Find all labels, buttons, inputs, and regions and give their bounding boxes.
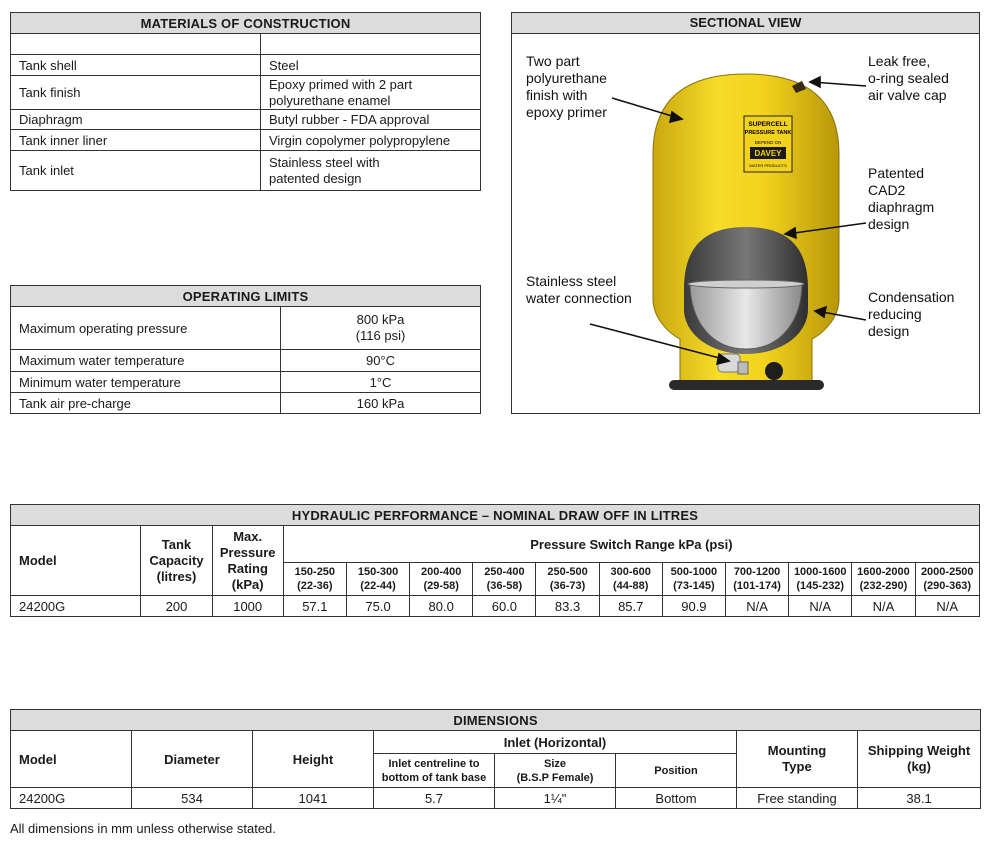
cell-draw-off: N/A xyxy=(852,596,915,617)
cell-inlet-centre: 5.7 xyxy=(374,788,495,809)
row-label: Tank shell xyxy=(11,55,261,76)
table-row xyxy=(11,350,481,372)
cell-draw-off: 83.3 xyxy=(536,596,599,617)
table-row xyxy=(11,307,481,350)
col-range: 700-1200 (101-174) xyxy=(725,563,788,596)
callout-finish: Two part polyurethane finish with epoxy primer xyxy=(526,53,607,120)
cell-weight: 38.1 xyxy=(858,788,981,809)
table-row xyxy=(11,151,481,191)
row-label: Tank inner liner xyxy=(11,130,261,151)
row-value: 90°C xyxy=(281,350,481,372)
row-value: Epoxy primed with 2 part polyurethane enamel xyxy=(261,76,481,110)
col-capacity: Tank Capacity (litres) xyxy=(141,526,212,596)
cell-capacity: 200 xyxy=(141,596,212,617)
col-size: Size (B.S.P Female) xyxy=(495,754,616,788)
cell-draw-off: 90.9 xyxy=(662,596,725,617)
sectional-view-panel xyxy=(511,12,980,414)
row-value: Butyl rubber - FDA approval xyxy=(261,110,481,130)
row-label: Minimum water temperature xyxy=(11,372,281,393)
cell-draw-off: 57.1 xyxy=(283,596,346,617)
row-value: Steel xyxy=(261,55,481,76)
cell-draw-off: N/A xyxy=(725,596,788,617)
brand-name: DAVEY xyxy=(754,149,782,158)
label-line2: PRESSURE TANK xyxy=(744,130,792,136)
arrowhead-valve xyxy=(810,77,820,87)
row-value: 1°C xyxy=(281,372,481,393)
cell-height: 1041 xyxy=(253,788,374,809)
cell-rating: 1000 xyxy=(212,596,283,617)
table-row xyxy=(11,130,481,151)
row-value: Virgin copolymer polypropylene xyxy=(261,130,481,151)
table-row xyxy=(11,788,981,809)
col-range: 500-1000 (73-145) xyxy=(662,563,725,596)
cell-position: Bottom xyxy=(616,788,737,809)
row-label: Maximum water temperature xyxy=(11,350,281,372)
col-range: 250-500 (36-73) xyxy=(536,563,599,596)
col-range: 1000-1600 (145-232) xyxy=(789,563,852,596)
table-row xyxy=(11,393,481,414)
dimensions-table xyxy=(10,709,981,809)
dimensions-title: DIMENSIONS xyxy=(11,710,981,731)
col-range: 250-400 (36-58) xyxy=(473,563,536,596)
cell-draw-off: 80.0 xyxy=(410,596,473,617)
hydraulic-title: HYDRAULIC PERFORMANCE – NOMINAL DRAW OFF IN LITRES xyxy=(11,505,980,526)
cell-diameter: 534 xyxy=(132,788,253,809)
table-row xyxy=(11,76,481,110)
col-range: 300-600 (44-88) xyxy=(599,563,662,596)
row-label: Diaphragm xyxy=(11,110,261,130)
callout-valve: Leak free, o-ring sealed air valve cap xyxy=(868,53,949,103)
cell-draw-off: N/A xyxy=(789,596,852,617)
col-range: 200-400 (29-58) xyxy=(410,563,473,596)
materials-table xyxy=(10,12,481,191)
col-range: 2000-2500 (290-363) xyxy=(915,563,980,596)
cell-model: 24200G xyxy=(11,788,132,809)
col-range: 1600-2000 (232-290) xyxy=(852,563,915,596)
row-label: Tank inlet xyxy=(11,151,261,191)
col-weight: Shipping Weight (kg) xyxy=(858,731,981,788)
materials-header-row xyxy=(11,34,481,55)
row-label: Tank air pre-charge xyxy=(11,393,281,414)
col-range: 150-300 (22-44) xyxy=(346,563,409,596)
col-model: Model xyxy=(11,526,141,596)
col-position: Position xyxy=(616,754,737,788)
col-range: 150-250 (22-36) xyxy=(283,563,346,596)
water-connection-elbow xyxy=(738,362,748,374)
side-port xyxy=(765,362,783,380)
col-diameter: Diameter xyxy=(132,731,253,788)
row-label: Tank finish xyxy=(11,76,261,110)
cell-draw-off: 85.7 xyxy=(599,596,662,617)
col-inlet-centre: Inlet centreline to bottom of tank base xyxy=(374,754,495,788)
col-height: Height xyxy=(253,731,374,788)
col-inlet: Inlet (Horizontal) xyxy=(374,731,737,754)
row-value: Stainless steel with patented design xyxy=(261,151,481,191)
hydraulic-performance-table xyxy=(10,504,980,617)
materials-title: MATERIALS OF CONSTRUCTION xyxy=(11,13,481,34)
cell-draw-off: 60.0 xyxy=(473,596,536,617)
table-row xyxy=(11,372,481,393)
label-line3: DEPEND ON xyxy=(754,140,782,145)
table-row xyxy=(11,55,481,76)
diaphragm-rim xyxy=(688,280,804,288)
sectional-view-title: SECTIONAL VIEW xyxy=(512,13,979,34)
label-line1: SUPERCELL xyxy=(748,121,788,128)
callout-condensation: Condensation reducing design xyxy=(868,289,955,339)
cell-size: 1¼" xyxy=(495,788,616,809)
footnote: All dimensions in mm unless otherwise stated. xyxy=(10,821,276,836)
cell-draw-off: N/A xyxy=(915,596,980,617)
row-label: Maximum operating pressure xyxy=(11,307,281,350)
col-range-header: Pressure Switch Range kPa (psi) xyxy=(283,526,979,563)
row-value: 160 kPa xyxy=(281,393,481,414)
cell-model: 24200G xyxy=(11,596,141,617)
cell-draw-off: 75.0 xyxy=(346,596,409,617)
table-row xyxy=(11,110,481,130)
row-value: 800 kPa (116 psi) xyxy=(281,307,481,350)
col-mounting: Mounting Type xyxy=(737,731,858,788)
limits-title: OPERATING LIMITS xyxy=(11,286,481,307)
operating-limits-table xyxy=(10,285,481,414)
callout-diaphragm: Patented CAD2 diaphragm design xyxy=(868,165,935,232)
cell-mounting: Free standing xyxy=(737,788,858,809)
tank-base-ring xyxy=(669,380,824,390)
col-model: Model xyxy=(11,731,132,788)
callout-water: Stainless steel water connection xyxy=(526,273,632,306)
col-rating: Max. Pressure Rating (kPa) xyxy=(212,526,283,596)
table-row xyxy=(11,596,980,617)
label-line4: WATER PRODUCTS xyxy=(749,163,787,168)
